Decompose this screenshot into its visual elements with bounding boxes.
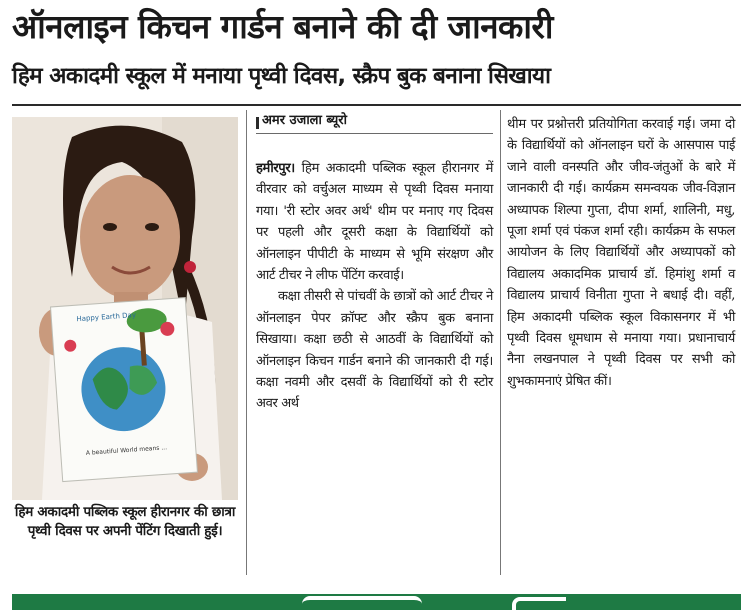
painting-slogan: A beautiful World means ...: [85, 444, 168, 457]
column-1-paragraph-1: हिम अकादमी पब्लिक स्कूल हीरानगर में वीरवार को वर्चुअल माध्यम से पृथ्वी दिवस मनाया गया। 'री स्टोर अवर अर्थ' थीम पर मनाए गए दिवस पर पहली और दूसरी कक्षा के विद्यार्थियों को ऑनलाइन पीपीटी के माध्यम से भूमि संरक्षण और आर्ट टीचर ने लीफ पेंटिंग करवाई।: [256, 161, 493, 284]
photo-caption: हिम अकादमी पब्लिक स्कूल हीरानगर की छात्रा पृथ्वी दिवस पर अपनी पेंटिंग दिखाती हुई।: [14, 504, 236, 539]
column-divider-2: [500, 110, 501, 575]
byline-rule: [256, 133, 493, 134]
dateline: हमीरपुर।: [256, 161, 295, 176]
footer-ad-strip: [12, 594, 741, 610]
subheadline: हिम अकादमी स्कूल में मनाया पृथ्वी दिवस, स्क्रैप बुक बनाना सिखाया: [12, 63, 551, 89]
painting-title: Happy Earth Day: [76, 311, 137, 324]
footer-ad-mark-2: [512, 597, 566, 610]
byline-arrow-bar: [256, 117, 259, 129]
headline-rule: [12, 104, 741, 106]
byline: अमर उजाला ब्यूरो: [262, 113, 347, 128]
article-column-2: [507, 114, 735, 392]
article-column-1: [256, 158, 493, 415]
footer-ad-mark: [302, 596, 422, 610]
headline: ऑनलाइन किचन गार्डन बनाने की दी जानकारी: [12, 7, 553, 46]
article-photo: [12, 117, 238, 500]
column-divider-1: [246, 110, 247, 575]
column-2-paragraph: थीम पर प्रश्नोत्तरी प्रतियोगिता करवाई गई। जमा दो के विद्यार्थियों को ऑनलाइन घरों के आसपास पाई जाने वाली वनस्पति और जीव-जंतुओं के बारे में जानकारी दी गई। कार्यक्रम समन्वयक जीव-विज्ञान अध्यापक शिल्पा गुप्ता, दीपा शर्मा, शालिनी, मधु, पूजा शर्मा एवं पंकज शर्मा रही। कार्यक्रम के सफल आयोजन के लिए विद्यार्थियों और अध्यापकों को विद्यालय अकादमिक प्राचार्य डॉ. हिमांशु शर्मा व विद्यालय प्राचार्य विनीता गुप्ता ने बधाई दी। वहीं, हिम अकादमी पब्लिक स्कूल विकासनगर में भी पृथ्वी दिवस धूमधाम से मनाया गया। प्रधानाचार्य नैना लखनपाल ने पृथ्वी दिवस पर सभी को शुभकामनाएं प्रेषित कीं।: [507, 117, 735, 389]
column-1-paragraph-2: कक्षा तीसरी से पांचवीं के छात्रों को आर्ट टीचर ने ऑनलाइन पेपर क्रॉफ्ट और स्क्रैप बुक बनाना सिखाया। कक्षा छठी से आठवीं के विद्यार्थियों को ऑनलाइन किचन गार्डन बनाने की जानकारी दी गई। कक्षा नवमी और दसवीं के विद्यार्थियों को री स्टोर अवर अर्थ: [256, 289, 493, 412]
